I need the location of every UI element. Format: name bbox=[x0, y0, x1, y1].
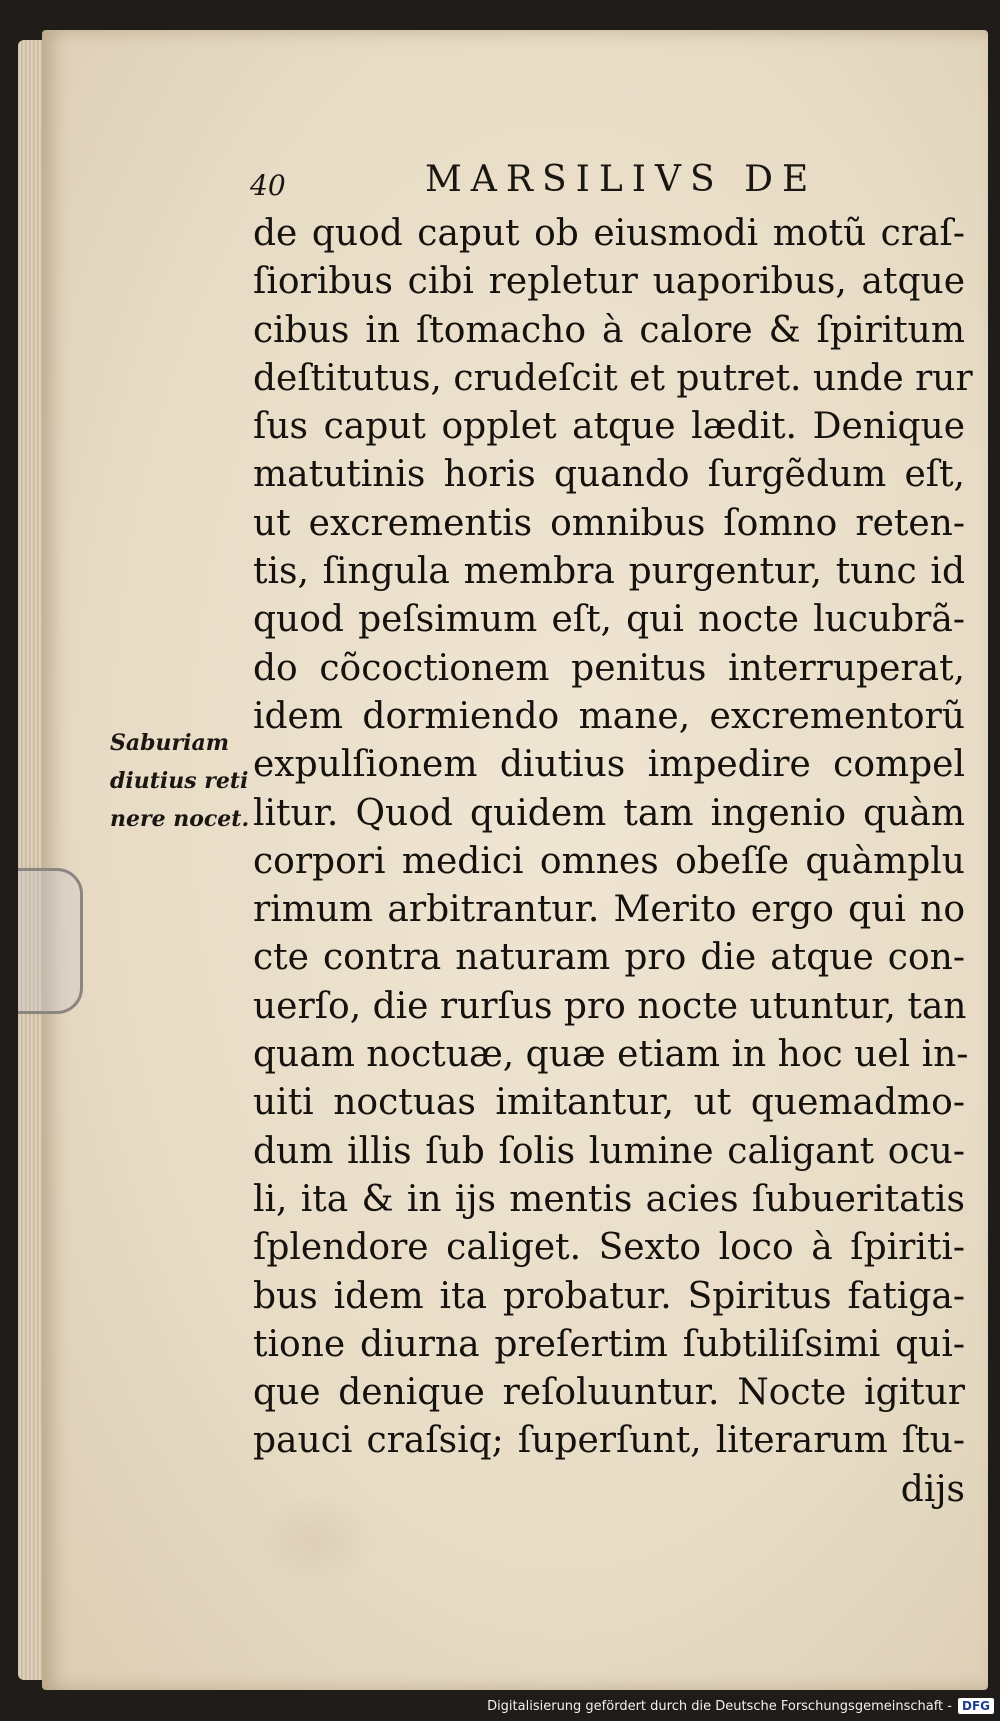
text-line: expulſionem diutius impedire compel bbox=[253, 744, 965, 786]
text-line: ſplendore caliget. Sexto loco à ſpiriti- bbox=[253, 1227, 965, 1269]
clip-tab bbox=[18, 868, 83, 1014]
text-line: corpori medici omnes obeſſe quàmplu bbox=[253, 840, 965, 882]
text-line: de quod caput ob eiusmodi motũ craſ- bbox=[253, 213, 965, 254]
text-line: que denique reſoluuntur. Nocte igitur bbox=[253, 1372, 965, 1414]
digitization-footer bbox=[487, 1695, 994, 1717]
text-line: uerſo, die rurſus pro nocte utuntur, tan bbox=[253, 985, 967, 1027]
text-line: matutinis horis quando ſurgẽdum eſt, bbox=[253, 454, 965, 496]
text-line: dum illis ſub ſolis lumine caligant ocu- bbox=[253, 1130, 965, 1172]
text-line: quam noctuæ, quæ etiam in hoc uel in- bbox=[253, 1034, 969, 1076]
text-line: ſioribus cibi repletur uaporibus, atque bbox=[253, 261, 965, 303]
marginal-note bbox=[110, 724, 250, 838]
text-line: idem dormiendo mane, excrementorũ bbox=[253, 695, 965, 737]
catchword: dijs bbox=[900, 1468, 965, 1510]
text-line: ut excrementis omnibus ſomno reten- bbox=[253, 502, 965, 544]
body-text bbox=[253, 210, 973, 1514]
page-number: 40 bbox=[250, 169, 286, 202]
text-line: quod peſsimum eſt, qui nocte lucubrã- bbox=[253, 599, 965, 641]
text-line: cte contra naturam pro die atque con- bbox=[253, 937, 965, 979]
text-line: do cõcoctionem penitus interruperat, bbox=[253, 647, 965, 689]
text-line: cibus in ſtomacho à calore & ſpiritum bbox=[253, 309, 965, 351]
text-line: ſus caput opplet atque lædit. Denique bbox=[253, 406, 965, 448]
page-header bbox=[250, 155, 950, 205]
text-line: tione diurna preſertim ſubtiliſsimi qui- bbox=[253, 1323, 965, 1365]
marginal-note-line: nere nocet. bbox=[110, 806, 250, 832]
marginal-note-line: diutius reti bbox=[110, 768, 249, 794]
running-head: MARSILIVS DE bbox=[425, 159, 818, 200]
ink-smudge bbox=[255, 1495, 375, 1585]
text-line: uiti noctuas imitantur, ut quemadmo- bbox=[253, 1082, 965, 1124]
text-line: rimum arbitrantur. Merito ergo qui no bbox=[253, 889, 965, 931]
dfg-logo: DFG bbox=[958, 1698, 994, 1714]
marginal-note-line: Saburiam bbox=[110, 730, 230, 756]
text-line: li, ita & in ijs mentis acies ſubueritatis bbox=[253, 1178, 965, 1220]
text-line: litur. Quod quidem tam ingenio quàm bbox=[253, 792, 965, 834]
text-line: pauci craſsiq; ſuperſunt, literarum ſtu- bbox=[253, 1420, 965, 1462]
footer-credit: Digitalisierung gefördert durch die Deutsche Forschungsgemeinschaft - bbox=[487, 1698, 952, 1714]
text-line: deſtitutus, crudeſcit et putret. unde rur bbox=[253, 357, 973, 399]
text-line: bus idem ita probatur. Spiritus fatiga- bbox=[253, 1275, 965, 1317]
text-line: tis, ſingula membra purgentur, tunc id bbox=[253, 551, 965, 593]
